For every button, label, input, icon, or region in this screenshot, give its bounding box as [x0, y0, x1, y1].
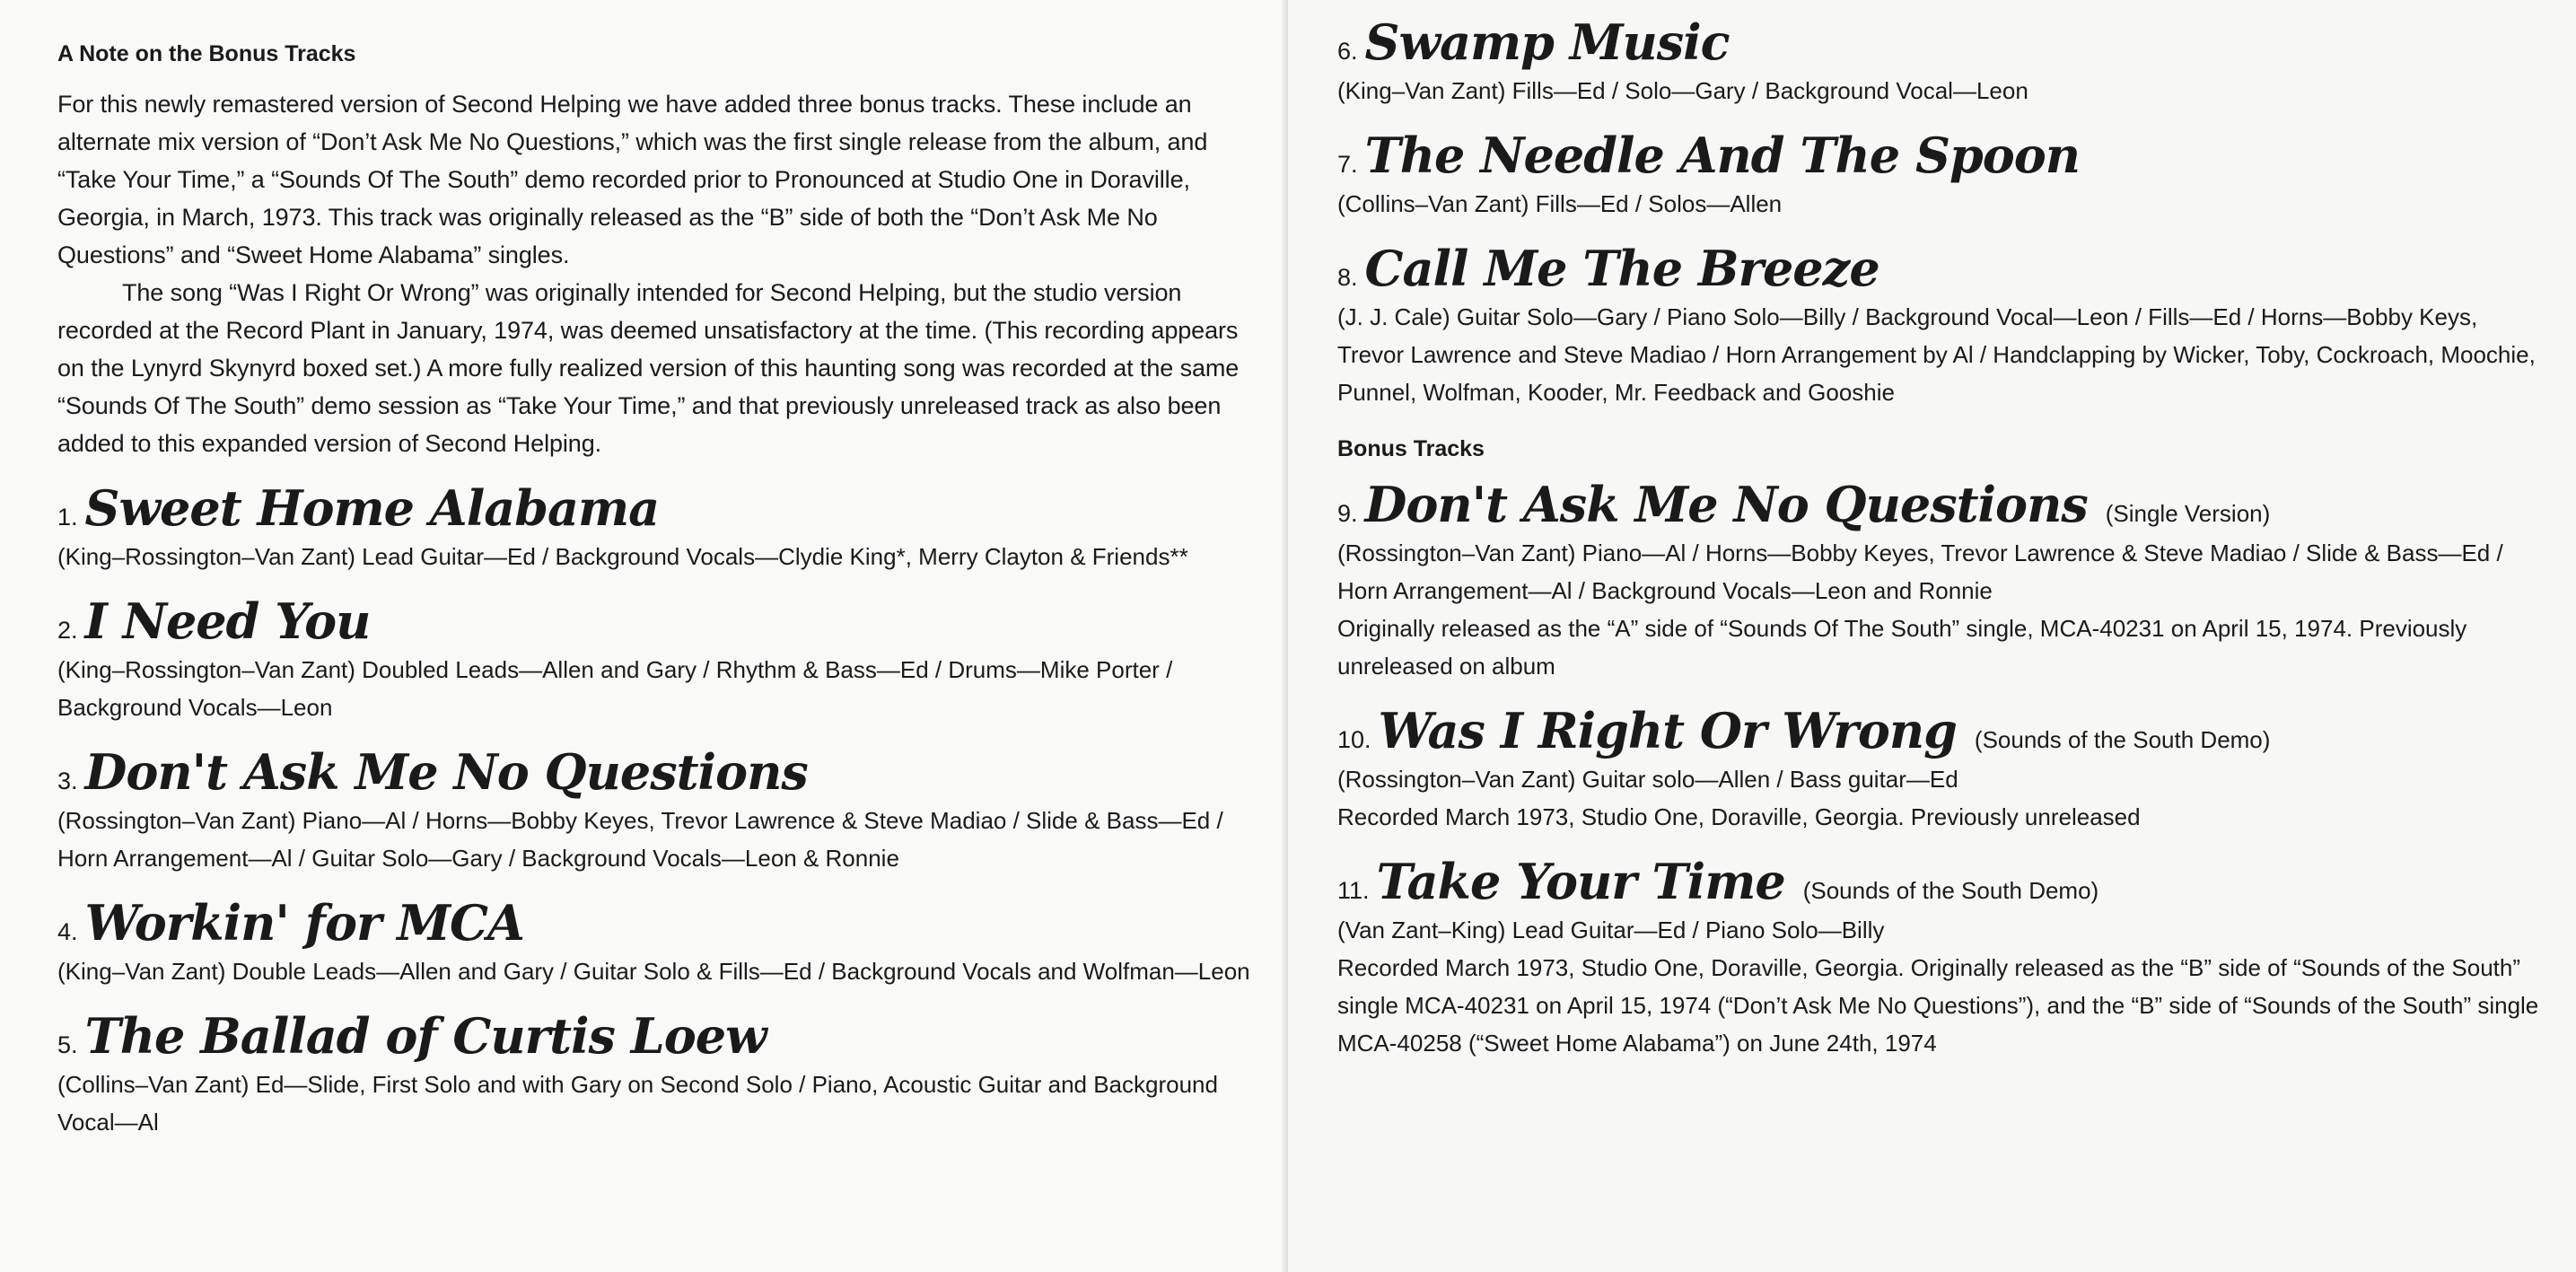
- track-number: 8.: [1337, 264, 1358, 291]
- track-number: 2.: [57, 617, 78, 644]
- track-credits: (King–Van Zant) Fills—Ed / Solo—Gary / Background Vocal—Leon: [1337, 77, 2028, 104]
- track-title: Sweet Home Alabama: [84, 479, 660, 537]
- track-7: [1337, 126, 2540, 223]
- track-title: Don't Ask Me No Questions: [84, 743, 808, 801]
- track-8: [1337, 239, 2540, 411]
- track-version-note: (Sounds of the South Demo): [1802, 877, 2099, 904]
- track-credits: (King–Rossington–Van Zant) Lead Guitar—Ed / Background Vocals—Clydie King*, Merry Clayton & Friends**: [57, 543, 1188, 570]
- track-number: 3.: [57, 768, 78, 794]
- track-title: Take Your Time: [1376, 853, 1785, 910]
- bonus-note-heading: A Note on the Bonus Tracks: [57, 41, 356, 66]
- track-number: 1.: [57, 504, 78, 531]
- track-number: 7.: [1337, 151, 1358, 178]
- track-release-info: Originally released as the “A” side of “Sounds Of The South” single, MCA-40231 on April 15, 1974. Previously unreleased on album: [1337, 615, 2467, 680]
- track-number: 6.: [1337, 38, 1358, 65]
- track-10: [1337, 701, 2540, 836]
- track-credits: (Collins–Van Zant) Fills—Ed / Solos—Allen: [1337, 190, 1783, 217]
- track-version-note: (Single Version): [2105, 500, 2271, 527]
- track-title: Was I Right Or Wrong: [1378, 702, 1957, 759]
- track-release-info: Recorded March 1973, Studio One, Doraville, Georgia. Previously unreleased: [1337, 803, 2141, 830]
- track-credits: (Rossington–Van Zant) Guitar solo—Allen / Bass guitar—Ed: [1337, 766, 1958, 793]
- track-6: [1337, 13, 2540, 110]
- track-credits: (Collins–Van Zant) Ed—Slide, First Solo and with Gary on Second Solo / Piano, Acoustic Guitar and Background Vocal—Al: [57, 1071, 1218, 1136]
- track-number: 10.: [1337, 726, 1371, 753]
- track-number: 11.: [1337, 877, 1370, 904]
- track-release-info: Recorded March 1973, Studio One, Doraville, Georgia. Originally released as the “B” side of “Sounds of the South” single MCA-40231 on April 15, 1974 (“Don’t Ask Me No Questions”), and the “B” side of “Sounds of the South” single MCA-40258 (“Sweet Home Alabama”) on June 24th, 1974: [1337, 954, 2539, 1057]
- track-9: [1337, 475, 2540, 685]
- track-title: Workin' for MCA: [84, 894, 524, 952]
- track-5: [57, 1006, 1252, 1141]
- track-credits: (King–Rossington–Van Zant) Doubled Leads—Allen and Gary / Rhythm & Bass—Ed / Drums—Mike Porter / Background Vocals—Leon: [57, 656, 1173, 721]
- track-number: 4.: [57, 918, 78, 945]
- track-title: The Ballad of Curtis Loew: [84, 1007, 767, 1065]
- track-title: Call Me The Breeze: [1364, 240, 1879, 297]
- track-title: Swamp Music: [1364, 13, 1730, 71]
- track-2: [57, 592, 1252, 726]
- track-credits: (King–Van Zant) Double Leads—Allen and Gary / Guitar Solo & Fills—Ed / Background Vocals and Wolfman—Leon: [57, 958, 1250, 985]
- track-number: 5.: [57, 1031, 78, 1058]
- track-number: 9.: [1337, 500, 1358, 527]
- track-4: [57, 893, 1252, 990]
- track-11: [1337, 852, 2540, 1062]
- track-title: The Needle And The Spoon: [1364, 127, 2080, 184]
- track-title: I Need You: [84, 592, 371, 650]
- track-credits: (Rossington–Van Zant) Piano—Al / Horns—Bobby Keyes, Trevor Lawrence & Steve Madiao / Slide & Bass—Ed / Horn Arrangement—Al / Background Vocals—Leon and Ronnie: [1337, 540, 2503, 604]
- track-credits: (Rossington–Van Zant) Piano—Al / Horns—Bobby Keyes, Trevor Lawrence & Steve Madiao / Slide & Bass—Ed / Horn Arrangement—Al / Guitar Solo—Gary / Background Vocals—Leon & Ronnie: [57, 807, 1223, 872]
- track-title: Don't Ask Me No Questions: [1364, 476, 2088, 533]
- track-1: [57, 478, 1252, 575]
- bonus-tracks-heading: Bonus Tracks: [1337, 436, 1485, 461]
- bonus-note-paragraph-1: For this newly remastered version of Second Helping we have added three bonus tracks. These include an alternate mix version of “Don’t Ask Me No Questions,” which was the first single release from the album, and “Take Your Time,” a “Sounds Of The South” demo recorded prior to Pronounced at Studio One in Doraville, Georgia, in March, 1973. This track was originally released as the “B” side of both the “Don’t Ask Me No Questions” and “Sweet Home Alabama” singles.: [57, 91, 1208, 268]
- track-3: [57, 742, 1252, 877]
- track-credits: (J. J. Cale) Guitar Solo—Gary / Piano Solo—Billy / Background Vocal—Leon / Fills—Ed / Horns—Bobby Keys, Trevor Lawrence and Steve Madiao / Horn Arrangement by Al / Handclapping by Wicker, Toby, Cockroach, Moochie, Punnel, Wolfman, Kooder, Mr. Feedback and Gooshie: [1337, 303, 2536, 406]
- bonus-note-paragraph-2: The song “Was I Right Or Wrong” was originally intended for Second Helping, but the studio version recorded at the Record Plant in January, 1974, was deemed unsatisfactory at the time. (This recording appears on the Lynyrd Skynyrd boxed set.) A more fully realized version of this haunting song was recorded at the same “Sounds Of The South” demo session as “Take Your Time,” and that previously unreleased track as also been added to this expanded version of Second Helping.: [57, 279, 1240, 457]
- track-credits: (Van Zant–King) Lead Guitar—Ed / Piano Solo—Billy: [1337, 917, 1885, 943]
- right-page: [1288, 0, 2576, 1272]
- track-version-note: (Sounds of the South Demo): [1974, 726, 2271, 753]
